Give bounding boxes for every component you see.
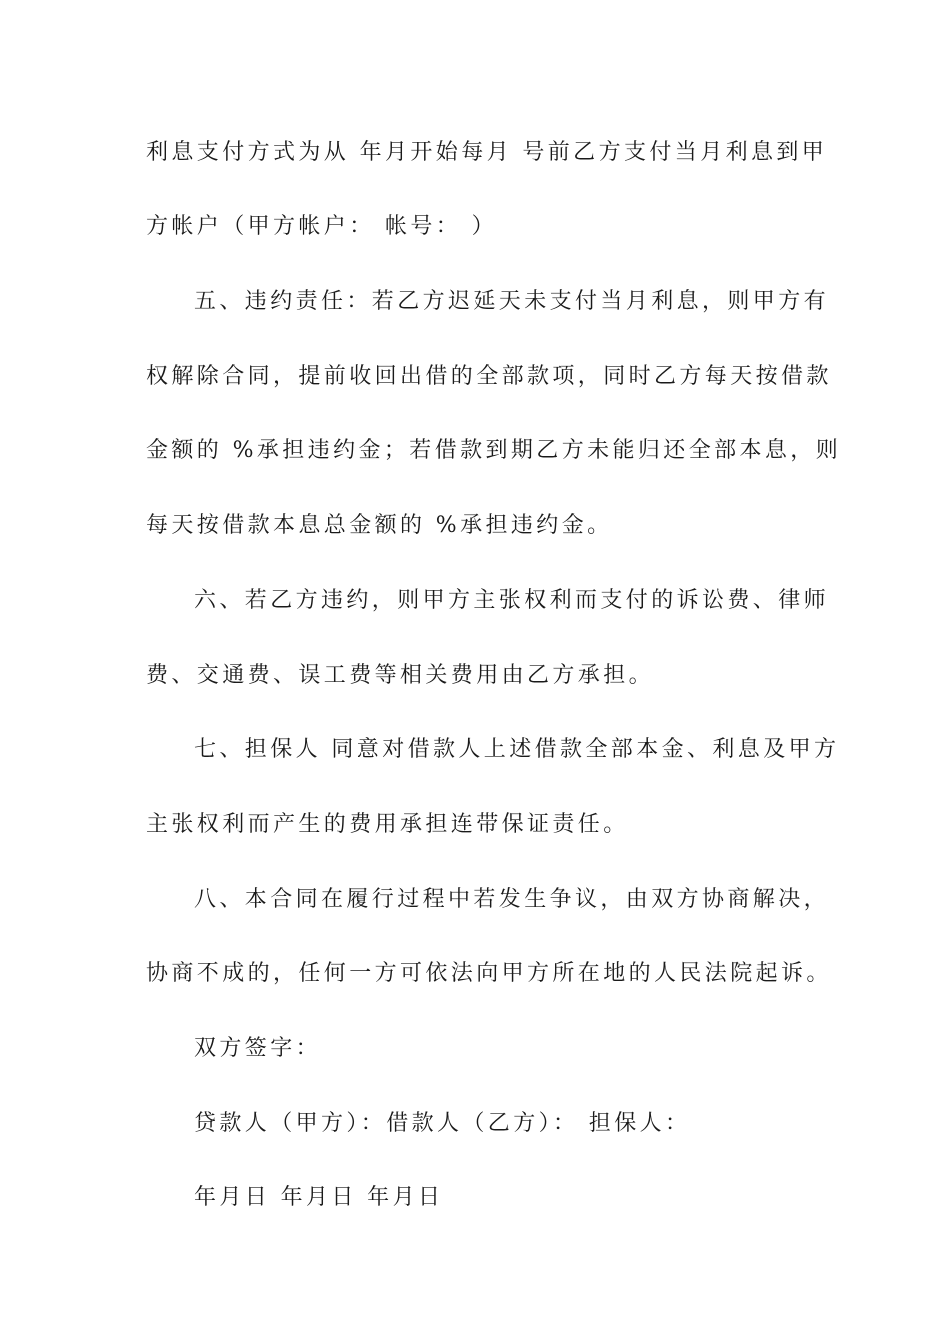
text-line: 方帐户（甲方帐户： 帐号： ） xyxy=(146,214,497,239)
text-line: 权解除合同，提前收回出借的全部款项，同时乙方每天按借款 xyxy=(146,364,832,389)
paragraph-litigation-costs: 六、若乙方违约，则甲方主张权利而支付的诉讼费、律师 xyxy=(194,588,830,613)
text-line: 费、交通费、误工费等相关费用由乙方承担。 xyxy=(146,663,655,688)
signature-parties: 贷款人（甲方）：借款人（乙方）： 担保人： xyxy=(194,1111,691,1136)
signature-dates: 年月日 年月日 年月日 xyxy=(194,1185,444,1210)
text-line: 主张权利而产生的费用承担连带保证责任。 xyxy=(146,812,629,837)
signature-heading: 双方签字： xyxy=(194,1036,322,1061)
text-line: 协商不成的，任何一方可依法向甲方所在地的人民法院起诉。 xyxy=(146,961,832,986)
text-line: 每天按借款本息总金额的 %承担违约金。 xyxy=(146,513,613,538)
paragraph-breach-liability: 五、违约责任：若乙方迟延天未支付当月利息，则甲方有 xyxy=(194,289,830,314)
text-line: 利息支付方式为从 年月开始每月 号前乙方支付当月利息到甲 xyxy=(146,140,828,165)
paragraph-guarantor: 七、担保人 同意对借款人上述借款全部本金、利息及甲方 xyxy=(194,737,840,762)
text-line: 金额的 %承担违约金；若借款到期乙方未能归还全部本息，则 xyxy=(146,438,842,463)
paragraph-dispute: 八、本合同在履行过程中若发生争议，由双方协商解决， xyxy=(194,887,830,912)
